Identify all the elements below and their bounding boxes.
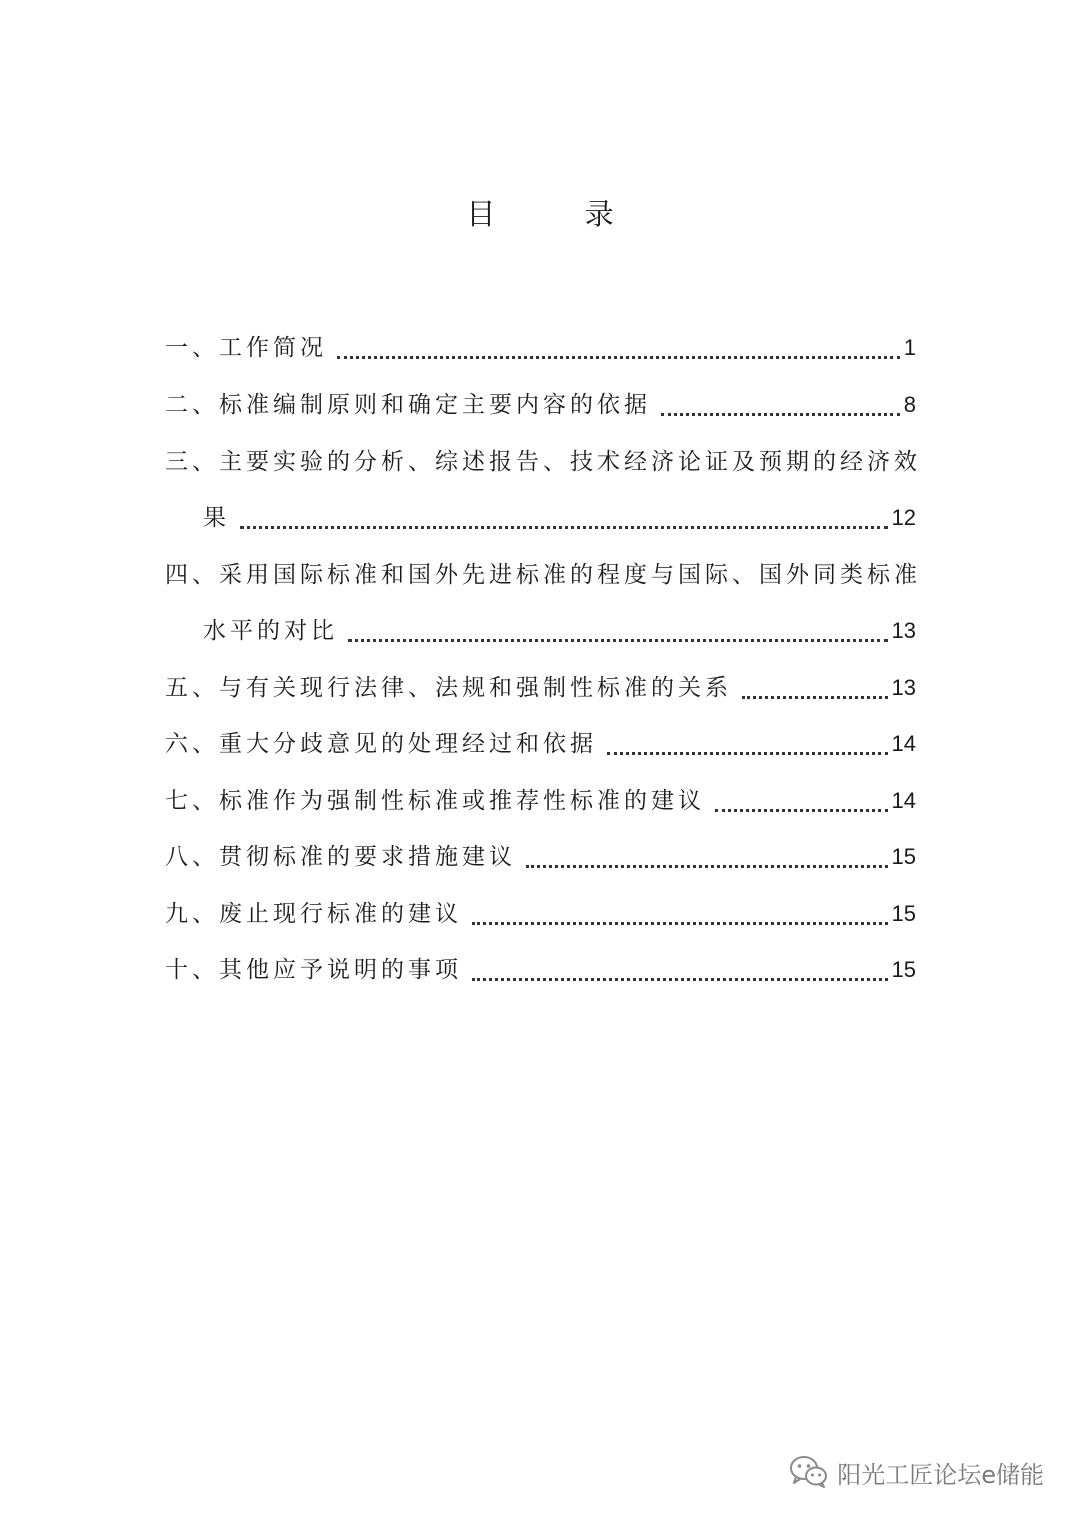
toc-page-number: 14 (891, 731, 916, 756)
toc-entry-continuation-text: 水平的对比 (203, 618, 338, 644)
wechat-icon (789, 1455, 829, 1489)
toc-entry-text: 七、标准作为强制性标准或推荐性标准的建议 (165, 788, 705, 814)
toc-entry-8[interactable] (165, 833, 916, 881)
toc-page-number: 13 (891, 675, 916, 700)
toc-leader-dots (607, 752, 888, 755)
toc-entry-text: 十、其他应予说明的事项 (165, 957, 462, 983)
toc-entry-text: 一、工作简况 (165, 335, 327, 361)
toc-entry-text: 四、采用国际标准和国外先进标准的程度与国际、国外同类标准 (165, 562, 921, 588)
toc-entry-4-continuation[interactable] (203, 607, 916, 655)
toc-page-number: 8 (903, 392, 916, 417)
watermark (789, 1448, 1044, 1496)
toc-leader-dots (472, 978, 888, 981)
toc-page-number: 15 (891, 844, 916, 869)
table-of-contents (0, 324, 1080, 1024)
toc-entry-text: 六、重大分歧意见的处理经过和依据 (165, 731, 597, 757)
toc-page-number: 15 (891, 957, 916, 982)
toc-entry-2[interactable] (165, 381, 916, 429)
toc-leader-dots (348, 639, 888, 642)
toc-entry-5[interactable] (165, 664, 916, 712)
toc-leader-dots (715, 809, 888, 812)
toc-leader-dots (526, 865, 888, 868)
toc-entry-text: 九、废止现行标准的建议 (165, 901, 462, 927)
toc-page-number: 13 (891, 618, 916, 643)
toc-entry-9[interactable] (165, 890, 916, 938)
toc-page-number: 1 (903, 335, 916, 360)
toc-page-number: 14 (891, 788, 916, 813)
toc-page-number: 12 (891, 505, 916, 530)
page-title: 目 录 (466, 197, 654, 231)
toc-entry-continuation-text: 果 (203, 505, 230, 531)
watermark-text: 阳光工匠论坛e储能 (837, 1460, 1044, 1489)
toc-entry-7[interactable] (165, 777, 916, 825)
toc-entry-text: 八、贯彻标准的要求措施建议 (165, 844, 516, 870)
toc-entry-1[interactable] (165, 324, 916, 372)
toc-entry-3-continuation[interactable] (203, 494, 916, 542)
toc-entry-text: 三、主要实验的分析、综述报告、技术经济论证及预期的经济效 (165, 449, 921, 475)
toc-page-number: 15 (891, 901, 916, 926)
toc-leader-dots (472, 922, 888, 925)
toc-leader-dots (337, 356, 900, 359)
toc-entry-10[interactable] (165, 946, 916, 994)
toc-entry-3[interactable] (165, 438, 921, 486)
toc-leader-dots (661, 413, 900, 416)
toc-leader-dots (742, 696, 888, 699)
toc-leader-dots (240, 526, 888, 529)
toc-entry-text: 五、与有关现行法律、法规和强制性标准的关系 (165, 675, 732, 701)
toc-entry-text: 二、标准编制原则和确定主要内容的依据 (165, 392, 651, 418)
toc-entry-4[interactable] (165, 551, 921, 599)
toc-entry-6[interactable] (165, 720, 916, 768)
